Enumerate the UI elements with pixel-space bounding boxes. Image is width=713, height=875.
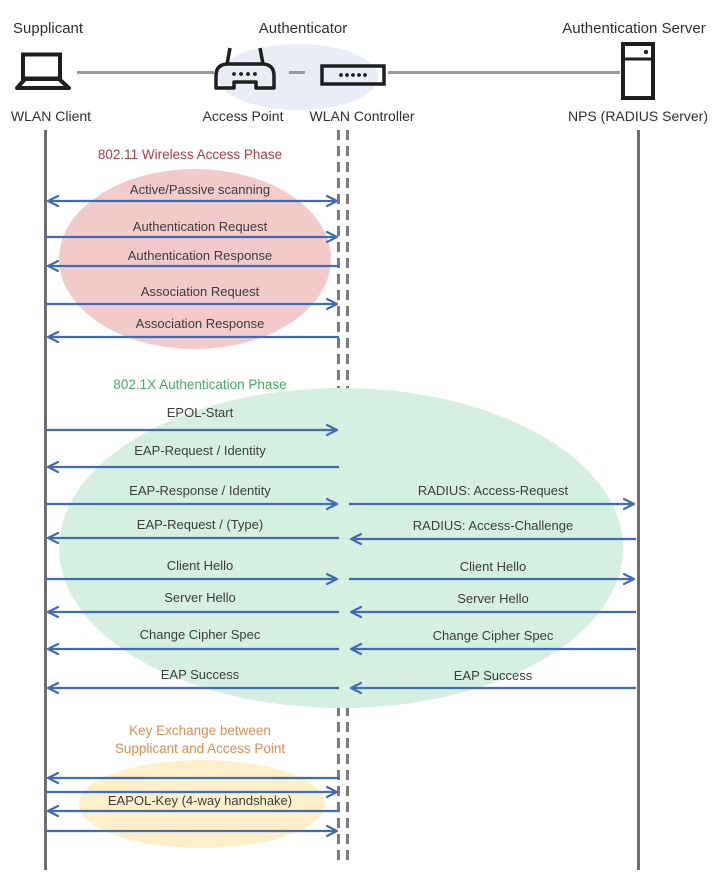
device-label-access-point: Access Point: [202, 108, 284, 124]
message-arrow-left: [349, 681, 636, 695]
message-label: Client Hello: [166, 558, 234, 573]
message-arrow-right: [46, 297, 339, 311]
message-label: EAP-Response / Identity: [129, 483, 271, 498]
message-label: Server Hello: [457, 591, 529, 606]
message-arrow-left: [46, 771, 339, 785]
device-label-nps-radius: NPS (RADIUS Server): [567, 108, 709, 124]
message-arrow-left: [46, 460, 339, 474]
message-label: EAP Success: [453, 668, 533, 683]
message-arrow-left: [349, 642, 636, 656]
message-arrow-right: [349, 572, 636, 586]
phase1-title: 802.11 Wireless Access Phase: [97, 147, 283, 162]
message-arrow-left: [46, 681, 339, 695]
device-label-wlan-controller: WLAN Controller: [309, 108, 415, 124]
message-label: Client Hello: [459, 559, 527, 574]
message-label: Active/Passive scanning: [129, 182, 271, 197]
message-label: RADIUS: Access-Request: [417, 483, 569, 498]
message-arrow-right: [46, 824, 339, 838]
message-label: EAP Success: [160, 667, 240, 682]
message-arrow-left: [349, 532, 636, 546]
message-label: Change Cipher Spec: [139, 627, 261, 642]
message-arrow-left: [349, 605, 636, 619]
actor-role-authentication-server: Authentication Server: [562, 20, 706, 37]
message-label: Server Hello: [164, 590, 236, 605]
message-arrow-right: [46, 572, 339, 586]
message-label: Association Response: [135, 316, 265, 331]
message-label: EAP-Request / Identity: [134, 443, 266, 458]
message-arrow-left: [46, 330, 339, 344]
phase2-title: 802.1X Authentication Phase: [113, 377, 287, 392]
message-label: Authentication Request: [132, 219, 268, 234]
message-label: EPOL-Start: [166, 405, 234, 420]
message-label: Change Cipher Spec: [432, 628, 554, 643]
phase3-title: [115, 722, 285, 758]
actor-role-authenticator: Authenticator: [258, 20, 348, 37]
message-label: EAPOL-Key (4-way handshake): [107, 793, 293, 808]
message-arrow-right: [349, 497, 636, 511]
device-label-wlan-client: WLAN Client: [10, 108, 92, 124]
message-label: Authentication Response: [127, 248, 273, 263]
message-arrow-left: [46, 531, 339, 545]
phase3-title-line1: Key Exchange between: [129, 723, 271, 738]
message-arrow-right: [46, 497, 339, 511]
message-label: RADIUS: Access-Challenge: [412, 518, 574, 533]
message-arrow-left: [46, 605, 339, 619]
phase3-title-line2: Supplicant and Access Point: [114, 741, 286, 756]
message-label: EAP-Request / (Type): [136, 517, 264, 532]
actor-role-supplicant: Supplicant: [13, 20, 84, 37]
message-arrow-right: [46, 423, 339, 437]
message-arrow-left: [46, 642, 339, 656]
message-label: Association Request: [140, 284, 260, 299]
